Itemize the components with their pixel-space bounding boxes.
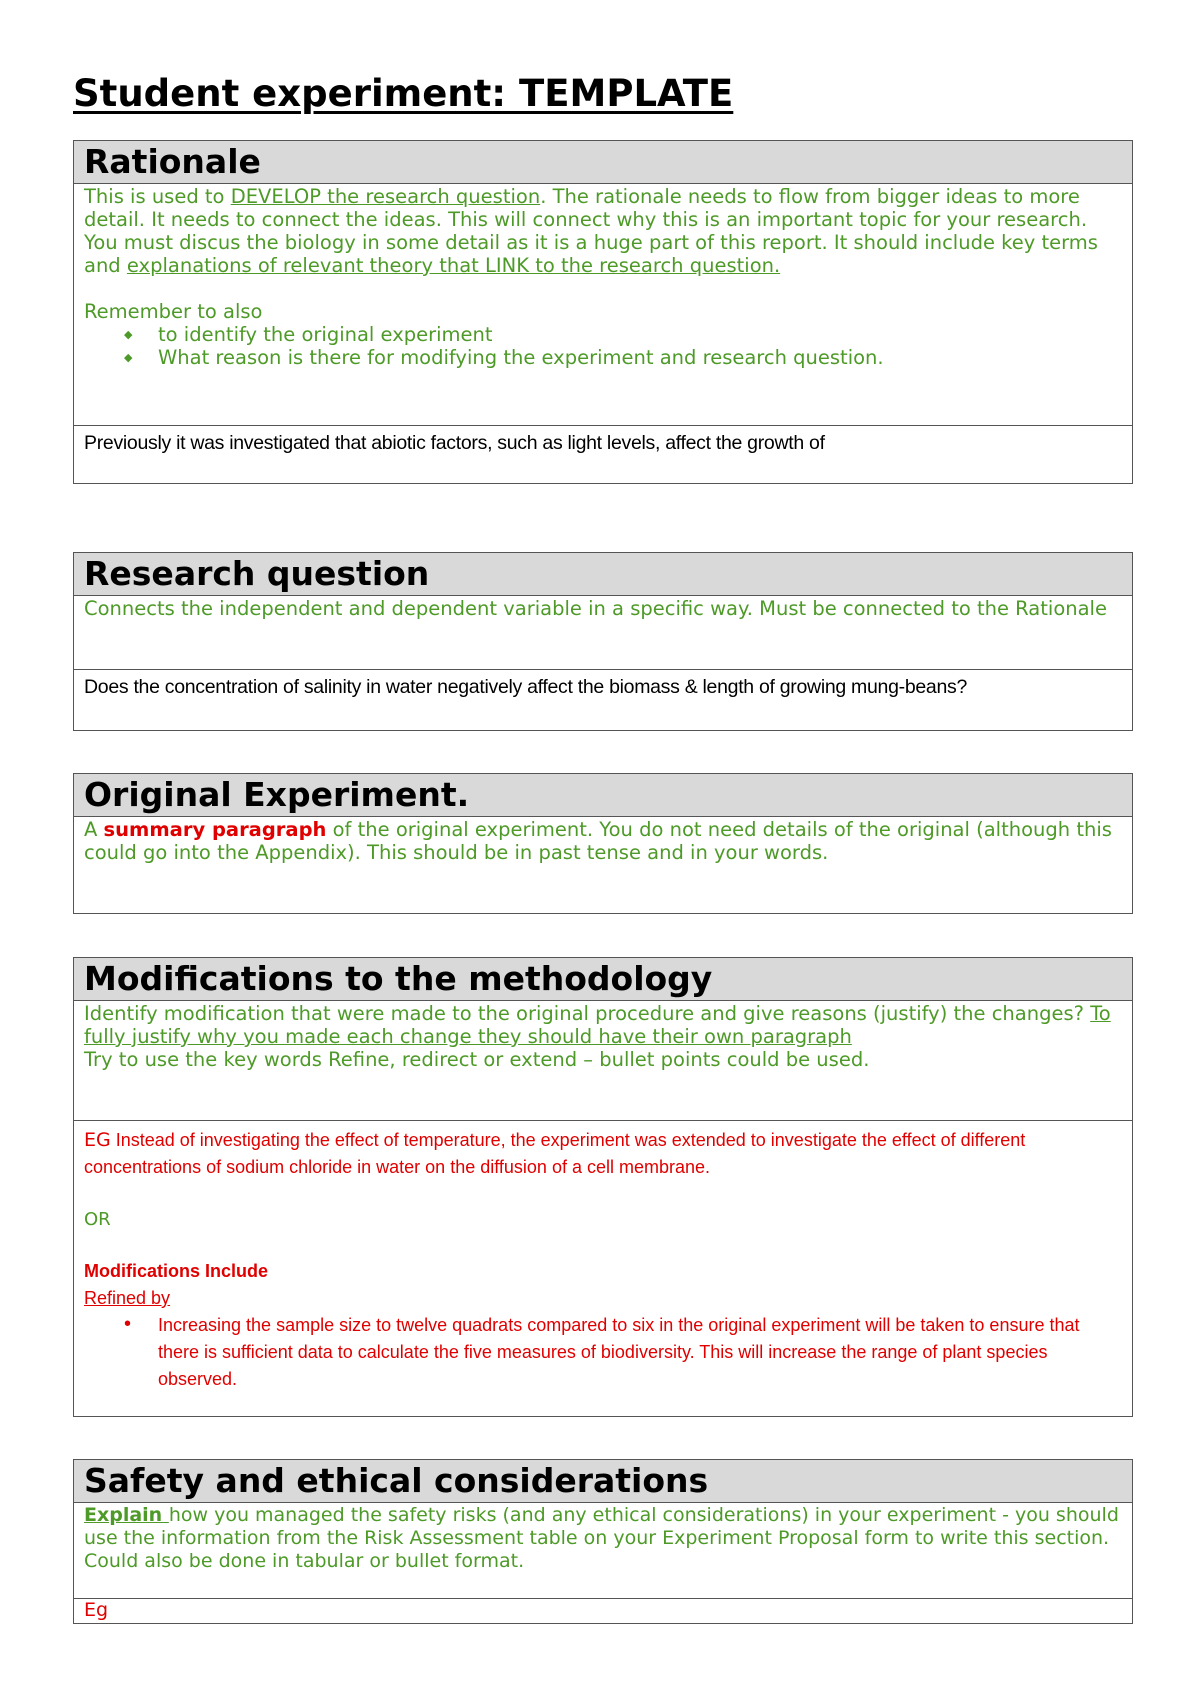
rationale-remember: Remember to also (84, 300, 263, 323)
modifications-bullet-list (84, 1312, 1122, 1393)
original-guide-post: of the original experiment. You do not need details of the original (although this could go into the Appendix). This should be in past tense and in your words. (84, 818, 1112, 864)
list-item: ◆ to identify the original experiment (124, 323, 1122, 346)
original-experiment-section (73, 773, 1133, 914)
research-question-guidance (74, 596, 1132, 669)
document-title: Student experiment: TEMPLATE (73, 72, 734, 115)
list-item: ◆ What reason is there for modifying the experiment and research question. (124, 346, 1122, 369)
safety-heading: Safety and ethical considerations (74, 1460, 1132, 1503)
list-item: • Increasing the sample size to twelve quadrats compared to six in the original experiment will be taken to ensure that there is sufficient data to calculate the five measures of biodiversity. This will increase the range of plant species observed. (124, 1312, 1122, 1393)
rationale-guide-link2: explanations of relevant theory that LINK to the research question. (126, 254, 781, 277)
rationale-guide-mid: . The rationale needs to flow from bigger ideas to more detail. It needs to connect the ideas. This will connect why this is an important topic for your research. You must discus the biology in some detail as it is a huge part of this report. It should include key terms and (84, 185, 1098, 277)
rationale-entry: Previously it was investigated that abiotic factors, such as light levels, affect the growth of (74, 425, 1132, 460)
rationale-heading: Rationale (74, 141, 1132, 184)
original-experiment-heading: Original Experiment. (74, 774, 1132, 817)
safety-guidance (74, 1503, 1132, 1598)
rationale-guide-link: DEVELOP the research question (230, 185, 541, 208)
safety-guide-text: how you managed the safety risks (and any ethical considerations) in your experiment - you should use the information from the Risk Assessment table on your Experiment Proposal form to write this section. (84, 1504, 1119, 1549)
modifications-guide-line2: Try to use the key words Refine, redirect or extend – bullet points could be used. (84, 1048, 870, 1071)
modifications-section (73, 957, 1133, 1417)
research-question-guide-text: Connects the independent and dependent variable in a specific way. Must be connected to the Rationale (84, 597, 1107, 620)
eg-text: Instead of investigating the effect of temperature, the experiment was extended to investigate the effect of different concentrations of sodium chloride in water on the diffusion of a cell membrane. (84, 1130, 1026, 1177)
rationale-section (73, 140, 1133, 484)
rationale-bullet-list (84, 323, 1122, 369)
safety-section (73, 1459, 1133, 1624)
eg-label: EG (84, 1129, 111, 1151)
original-guide-pre: A (84, 818, 104, 841)
modifications-guidance (74, 1001, 1132, 1121)
original-experiment-guidance (74, 817, 1132, 864)
modifications-guide-link: To fully justify why you made each change they should have their own paragraph (84, 1002, 1111, 1048)
research-question-section (73, 552, 1133, 731)
or-label: OR (84, 1209, 111, 1230)
modifications-guide-pre: Identify modification that were made to the original procedure and give reasons (justify) the changes? (84, 1002, 1091, 1025)
refined-by-label: Refined by (84, 1288, 171, 1308)
safety-guide-line2: Could also be done in tabular or bullet format. (84, 1550, 525, 1572)
rationale-guide-pre: This is used to (84, 185, 231, 208)
modifications-heading: Modifications to the methodology (74, 958, 1132, 1001)
modifications-entry (74, 1121, 1132, 1399)
research-question-heading: Research question (74, 553, 1132, 596)
research-question-entry: Does the concentration of salinity in water negatively affect the biomass & length of growing mung-beans? (74, 669, 1132, 704)
modifications-include-heading: Modifications Include (84, 1261, 269, 1281)
rationale-guidance (74, 184, 1132, 425)
safety-entry: Eg (74, 1598, 1132, 1622)
original-guide-highlight: summary paragraph (103, 818, 327, 841)
safety-guide-link: Explain (84, 1504, 169, 1526)
